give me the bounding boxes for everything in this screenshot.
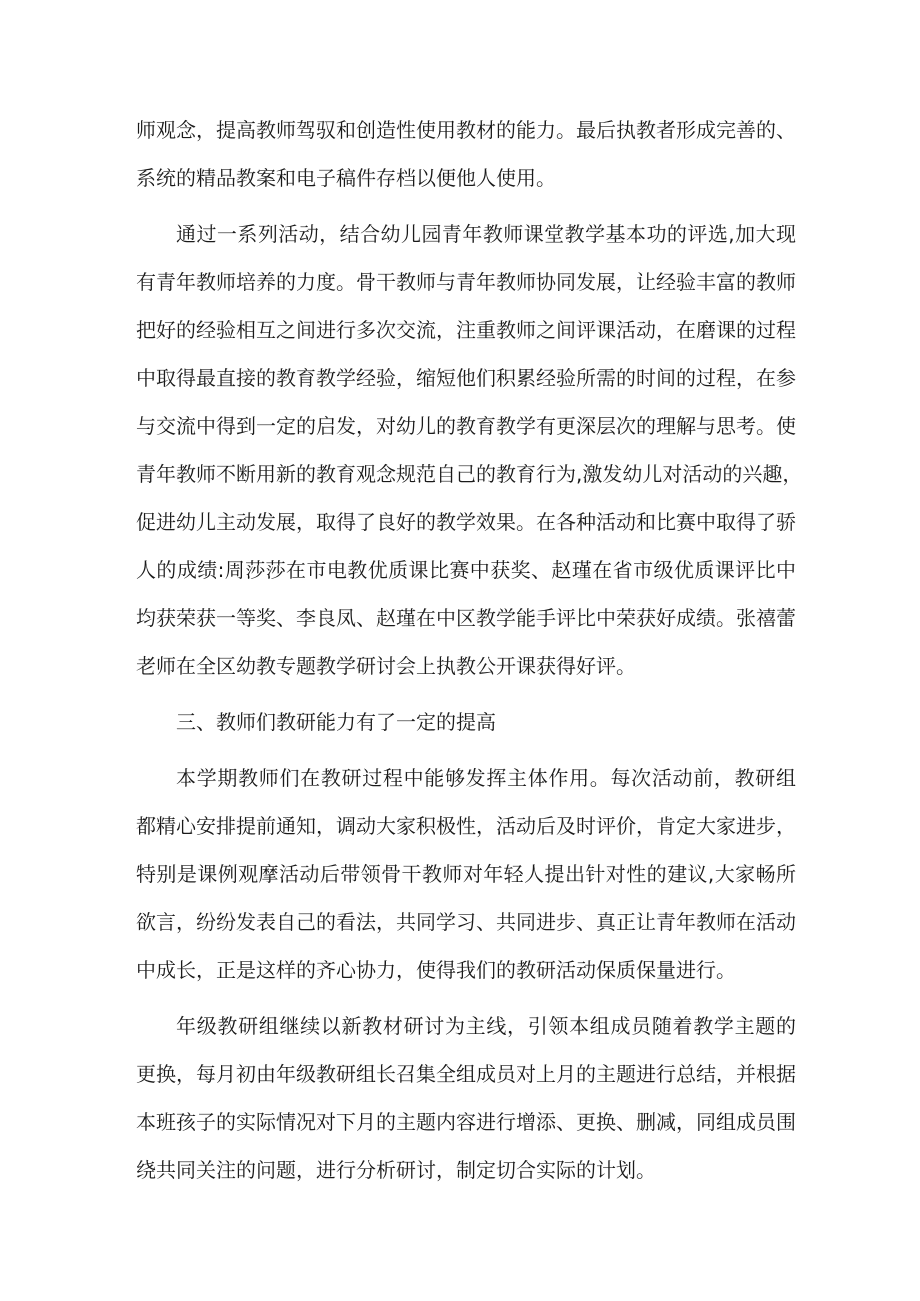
section-heading	[136, 698, 796, 746]
text-line: 本学期教师们在教研过程中能够发挥主体作用。每次活动前，教研组	[176, 766, 796, 790]
text-line: 人的成绩:周莎莎在市电教优质课比赛中获奖、赵瑾在省市级优质课评比中	[136, 558, 796, 582]
text-line: 欲言，纷纷发表自己的看法，共同学习、共同进步、真正让青年教师在活动	[136, 910, 796, 934]
text-line: 都精心安排提前通知，调动大家积极性，活动后及时评价，肯定大家进步，	[136, 814, 796, 838]
paragraph-2	[136, 210, 803, 690]
text-line: 青年教师不断用新的教育观念规范自己的教育行为,激发幼儿对活动的兴趣，	[136, 462, 803, 486]
text-line: 更换，每月初由年级教研组长召集全组成员对上月的主题进行总结，并根据	[136, 1062, 796, 1086]
text-line: 中取得最直接的教育教学经验，缩短他们积累经验所需的时间的过程，在参	[136, 366, 796, 390]
text-line: 年级教研组继续以新教材研讨为主线，引领本组成员随着教学主题的	[176, 1014, 796, 1038]
text-line: 绕共同关注的问题，进行分析研讨，制定切合实际的计划。	[136, 1158, 656, 1182]
text-line: 有青年教师培养的力度。骨干教师与青年教师协同发展，让经验丰富的教师	[136, 270, 796, 294]
text-line: 特别是课例观摩活动后带领骨干教师对年轻人提出针对性的建议,大家畅所	[136, 862, 796, 886]
text-line: 促进幼儿主动发展，取得了良好的教学效果。在各种活动和比赛中取得了骄	[136, 510, 796, 534]
document-body	[136, 106, 803, 1194]
paragraph-4	[136, 1002, 796, 1194]
heading-text: 三、教师们教研能力有了一定的提高	[176, 710, 496, 734]
text-line: 中成长，正是这样的齐心协力，使得我们的教研活动保质保量进行。	[136, 958, 736, 982]
text-line: 与交流中得到一定的启发，对幼儿的教育教学有更深层次的理解与思考。使	[136, 414, 796, 438]
text-line: 本班孩子的实际情况对下月的主题内容进行增添、更换、删减，同组成员围	[136, 1110, 796, 1134]
text-line: 通过一系列活动，结合幼儿园青年教师课堂教学基本功的评选,加大现	[176, 222, 796, 246]
text-line: 系统的精品教案和电子稿件存档以便他人使用。	[136, 166, 556, 190]
text-line: 师观念，提高教师驾驭和创造性使用教材的能力。最后执教者形成完善的、	[136, 118, 796, 142]
paragraph-1-continuation	[136, 106, 796, 202]
text-line: 老师在全区幼教专题教学研讨会上执教公开课获得好评。	[136, 654, 636, 678]
text-line: 均获荣获一等奖、李良凤、赵瑾在中区教学能手评比中荣获好成绩。张禧蕾	[136, 606, 796, 630]
paragraph-3	[136, 754, 796, 994]
text-line: 把好的经验相互之间进行多次交流，注重教师之间评课活动，在磨课的过程	[136, 318, 796, 342]
